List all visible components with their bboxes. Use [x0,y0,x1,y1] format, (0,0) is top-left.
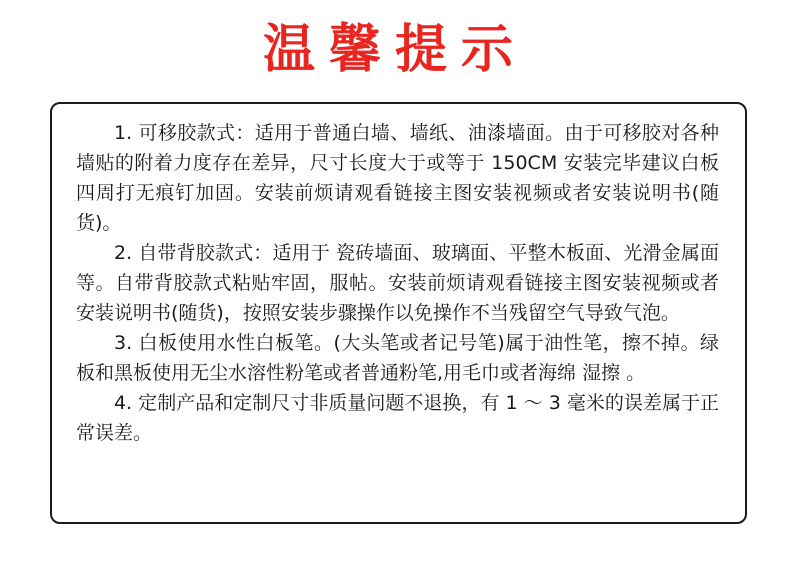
notice-box [50,102,747,524]
notice-item-marker-usage: 3. 白板使用水性白板笔。(大头笔或者记号笔)属于油性笔，擦不掉。绿板和黑板使用无尘水溶性粉笔或者普通粉笔,用毛巾或者海绵 湿擦 。 [76,332,719,384]
notice-item-self-adhesive: 2. 自带背胶款式：适用于 瓷砖墙面、玻璃面、平整木板面、光滑金属面等。自带背胶款式粘贴牢固，服帖。安装前烦请观看链接主图安装视频或者安装说明书(随货)，按照安装步骤操作以免操作不当残留空气导致气泡。 [76,242,719,324]
notice-item-removable-adhesive: 1. 可移胶款式：适用于普通白墙、墙纸、油漆墙面。由于可移胶对各种墙贴的附着力度存在差异，尺寸长度大于或等于 150CM 安装完毕建议白板四周打无痕钉加固。安装前烦请观看链接主图安装视频或者安装说明书(随货)。 [76,122,719,234]
notice-item-custom-size: 4. 定制产品和定制尺寸非质量问题不退换，有 1 ～ 3 毫米的误差属于正常误差。 [76,392,719,444]
page-title: 温馨提示 [262,20,527,80]
